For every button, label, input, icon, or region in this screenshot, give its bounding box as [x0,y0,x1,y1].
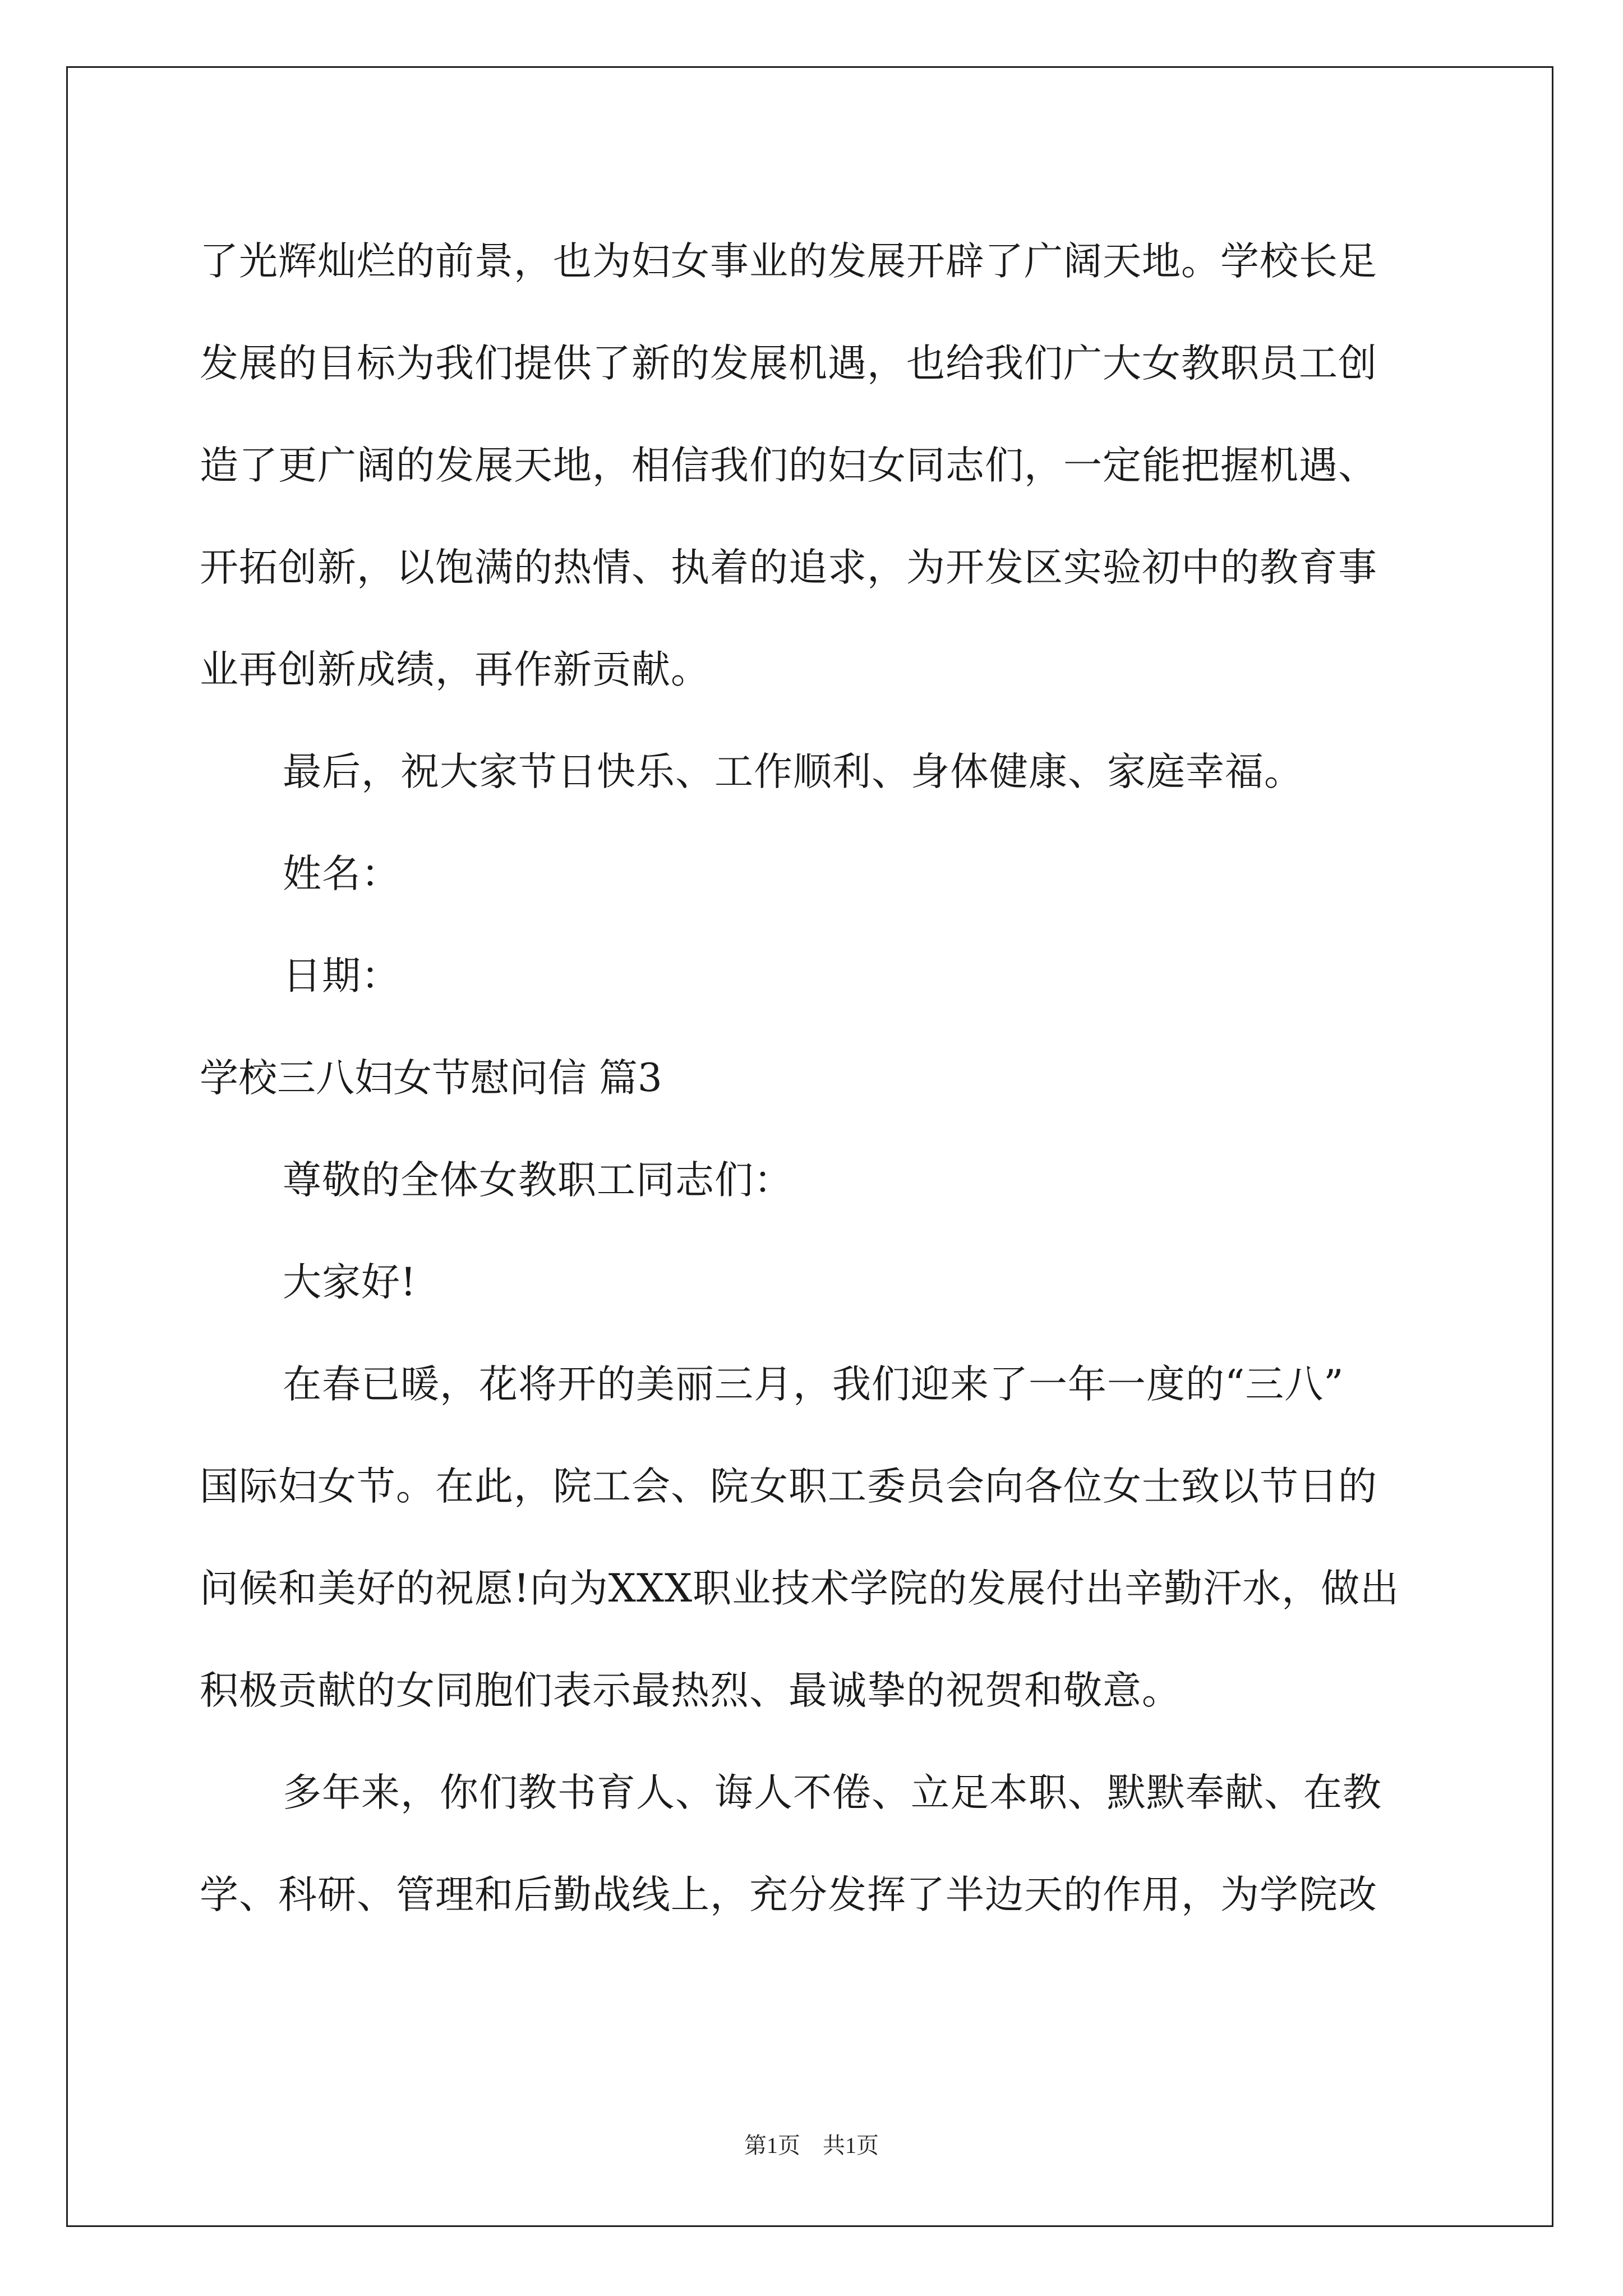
name-field-label: 姓名： [283,852,400,896]
body-line: 学、科研、管理和后勤战线上，充分发挥了半边天的作用，为学院改 [200,1872,1377,1917]
body-line: 积极贡献的女同胞们表示最热烈、最诚挚的祝贺和敬意。 [200,1668,1181,1713]
body-line: 开拓创新，以饱满的热情、执着的追求，为开发区实验初中的教育事 [200,545,1377,590]
body-line: 国际妇女节。在此，院工会、院女职工委员会向各位女士致以节日的 [200,1464,1377,1509]
page-number: 第1页 [744,2133,800,2158]
salutation-line: 尊敬的全体女教职工同志们： [283,1158,793,1203]
greeting-line: 大家好! [283,1260,417,1305]
body-line: 问候和美好的祝愿!向为XXX职业技术学院的发展付出辛勤汗水，做出 [200,1566,1400,1611]
closing-wish-line: 最后，祝大家节日快乐、工作顺利、身体健康、家庭幸福。 [283,749,1303,794]
body-line: 业再创新成绩，再作新贡献。 [200,647,710,692]
body-line: 造了更广阔的发展天地，相信我们的妇女同志们，一定能把握机遇、 [200,443,1377,488]
page-total: 共1页 [823,2133,879,2158]
body-line: 在春已暖，花将开的美丽三月，我们迎来了一年一度的“三八” [283,1362,1344,1407]
body-line: 了光辉灿烂的前景，也为妇女事业的发展开辟了广阔天地。学校长足 [200,239,1377,284]
page-footer [0,2129,1623,2162]
date-field-label: 日期： [283,954,400,999]
body-line: 多年来，你们教书育人、诲人不倦、立足本职、默默奉献、在教 [283,1770,1382,1815]
document-body [200,210,1433,1946]
body-line: 发展的目标为我们提供了新的发展机遇，也给我们广大女教职员工创 [200,341,1377,386]
section-heading: 学校三八妇女节慰问信 篇3 [200,1056,662,1101]
